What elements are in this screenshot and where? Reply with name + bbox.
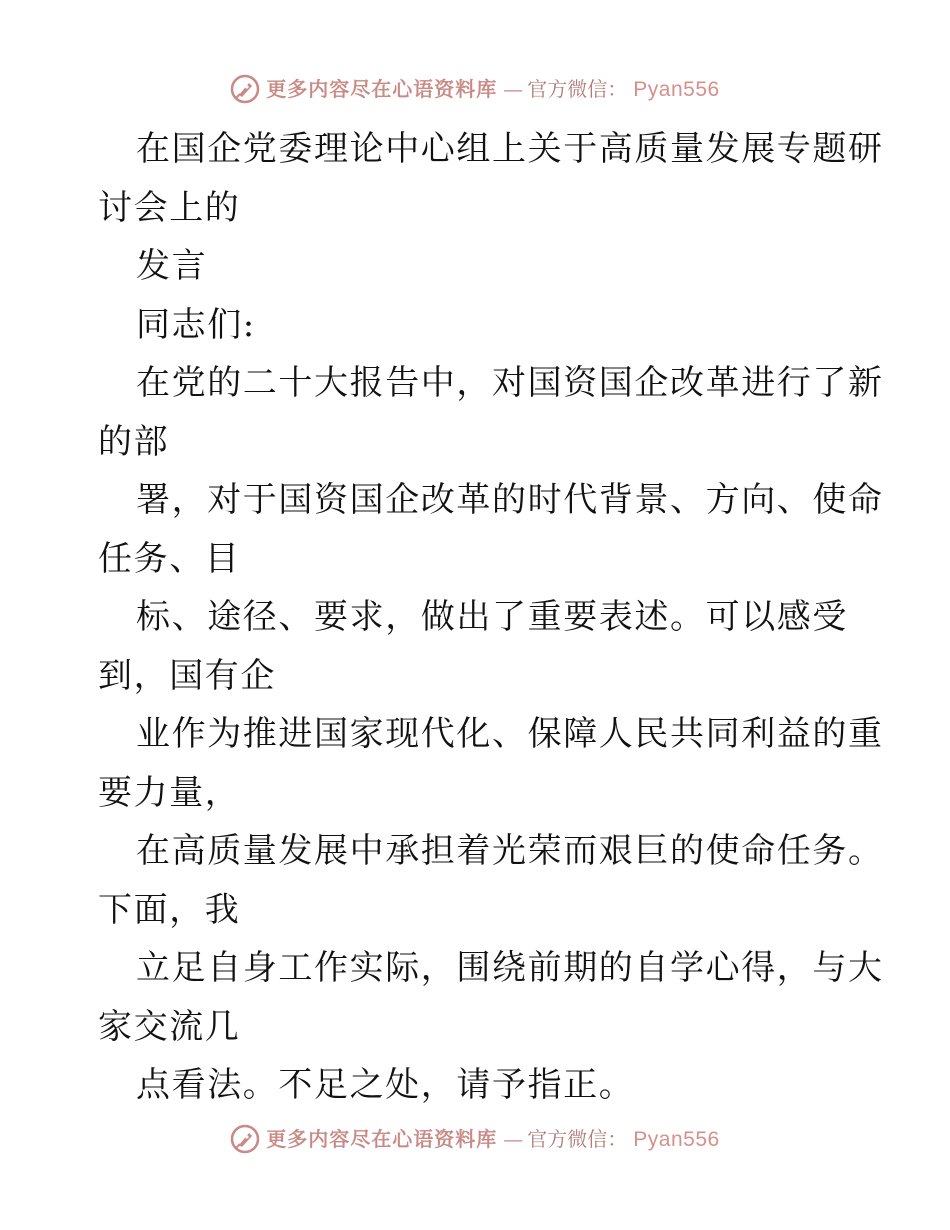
watermark-id: Pyan556 xyxy=(633,77,720,101)
text-line: 同志们: xyxy=(136,304,256,345)
text-line: 在国企党委理论中心组上关于高质量发展专题研 xyxy=(136,129,884,169)
text-line: 发言 xyxy=(136,246,208,286)
footer-watermark xyxy=(0,1124,950,1154)
text-line: 署，对于国资国企改革的时代背景、方向、使命 xyxy=(136,480,884,520)
text-line: 家交流几 xyxy=(98,1006,241,1047)
pen-nib-logo-icon xyxy=(230,74,260,104)
text-line: 在党的二十大报告中，对国资国企改革进行了新 xyxy=(136,363,884,403)
document-body xyxy=(98,120,884,1115)
watermark-sub-text: 官方微信： xyxy=(527,1127,628,1151)
header-watermark xyxy=(0,74,950,104)
text-line: 下面，我 xyxy=(98,889,241,930)
pen-nib-logo-icon xyxy=(230,1124,260,1154)
watermark-main-text: 更多内容尽在心语资料库 xyxy=(266,1127,498,1151)
text-line: 业作为推进国家现代化、保障人民共同利益的重 xyxy=(136,714,884,754)
watermark-id: Pyan556 xyxy=(633,1127,720,1151)
text-line: 在高质量发展中承担着光荣而艰巨的使命任务。 xyxy=(136,831,884,871)
text-line: 的部 xyxy=(98,421,170,462)
text-line: 到，国有企 xyxy=(98,655,276,696)
text-line: 讨会上的 xyxy=(98,187,241,228)
text-line: 要力量， xyxy=(98,772,241,813)
watermark-dash: — xyxy=(503,1127,522,1151)
text-line: 点看法。不足之处，请予指正。 xyxy=(136,1065,635,1105)
text-line: 立足自身工作实际，围绕前期的自学心得，与大 xyxy=(136,948,884,988)
watermark-dash: — xyxy=(503,77,522,101)
watermark-sub-text: 官方微信： xyxy=(527,77,628,101)
watermark-main-text: 更多内容尽在心语资料库 xyxy=(266,77,498,101)
text-line: 任务、目 xyxy=(98,538,241,579)
text-line: 标、途径、要求，做出了重要表述。可以感受 xyxy=(136,597,848,637)
